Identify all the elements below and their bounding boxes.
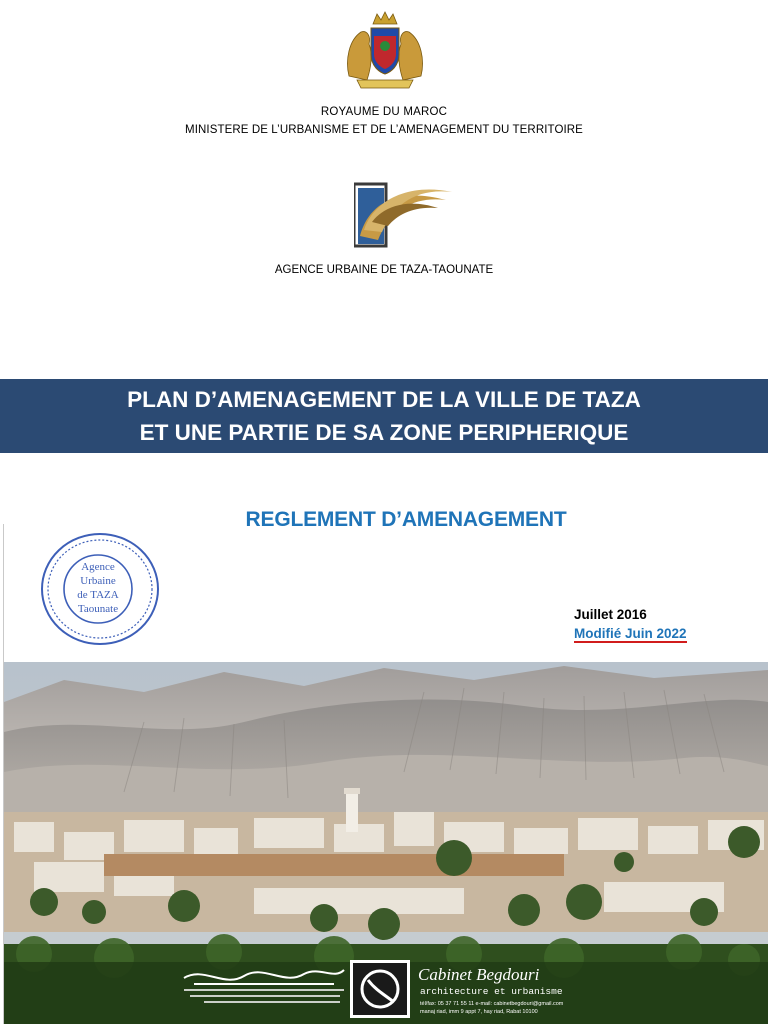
stamp-line-3: de TAZA [77,589,119,601]
cabinet-contact-line-2: manaj riad, imm 9 appt 7, hay riad, Rabat 10100 [420,1009,538,1015]
cabinet-emblem-icon [350,960,410,1018]
city-landscape-photo [4,662,768,1024]
kingdom-name: ROYAUME DU MAROC [320,106,448,118]
stamp-line-1: Agence [81,561,115,573]
document-title: REGLEMENT D’AMENAGEMENT [245,508,567,531]
cabinet-subtitle: architecture et urbanisme [420,986,563,997]
agency-name: AGENCE URBAINE DE TAZA-TAOUNATE [274,264,494,276]
cabinet-contact-line-1: tél/fax: 05 37 71 55 11 e-mail: cabinetbegdouri@gmail.com [420,1001,564,1007]
title-banner [0,379,768,453]
banner-title-line-2: ET UNE PARTIE DE SA ZONE PERIPHERIQUE [139,420,629,445]
stamp-line-4: Taounate [77,603,119,615]
banner-title-line-1: PLAN D’AMENAGEMENT DE LA VILLE DE TAZA [127,387,641,412]
publication-date: Juillet 2016 [574,607,647,622]
agency-logo [354,176,454,248]
coat-of-arms-emblem [343,10,427,90]
stamp-line-2: Urbaine [80,575,116,587]
cabinet-name: Cabinet Begdouri [418,965,540,984]
agency-stamp [40,532,162,646]
ministry-name: MINISTERE DE L’URBANISME ET DE L’AMENAGEMENT DU TERRITOIRE [185,124,583,136]
revision-date: Modifié Juin 2022 [574,626,687,641]
